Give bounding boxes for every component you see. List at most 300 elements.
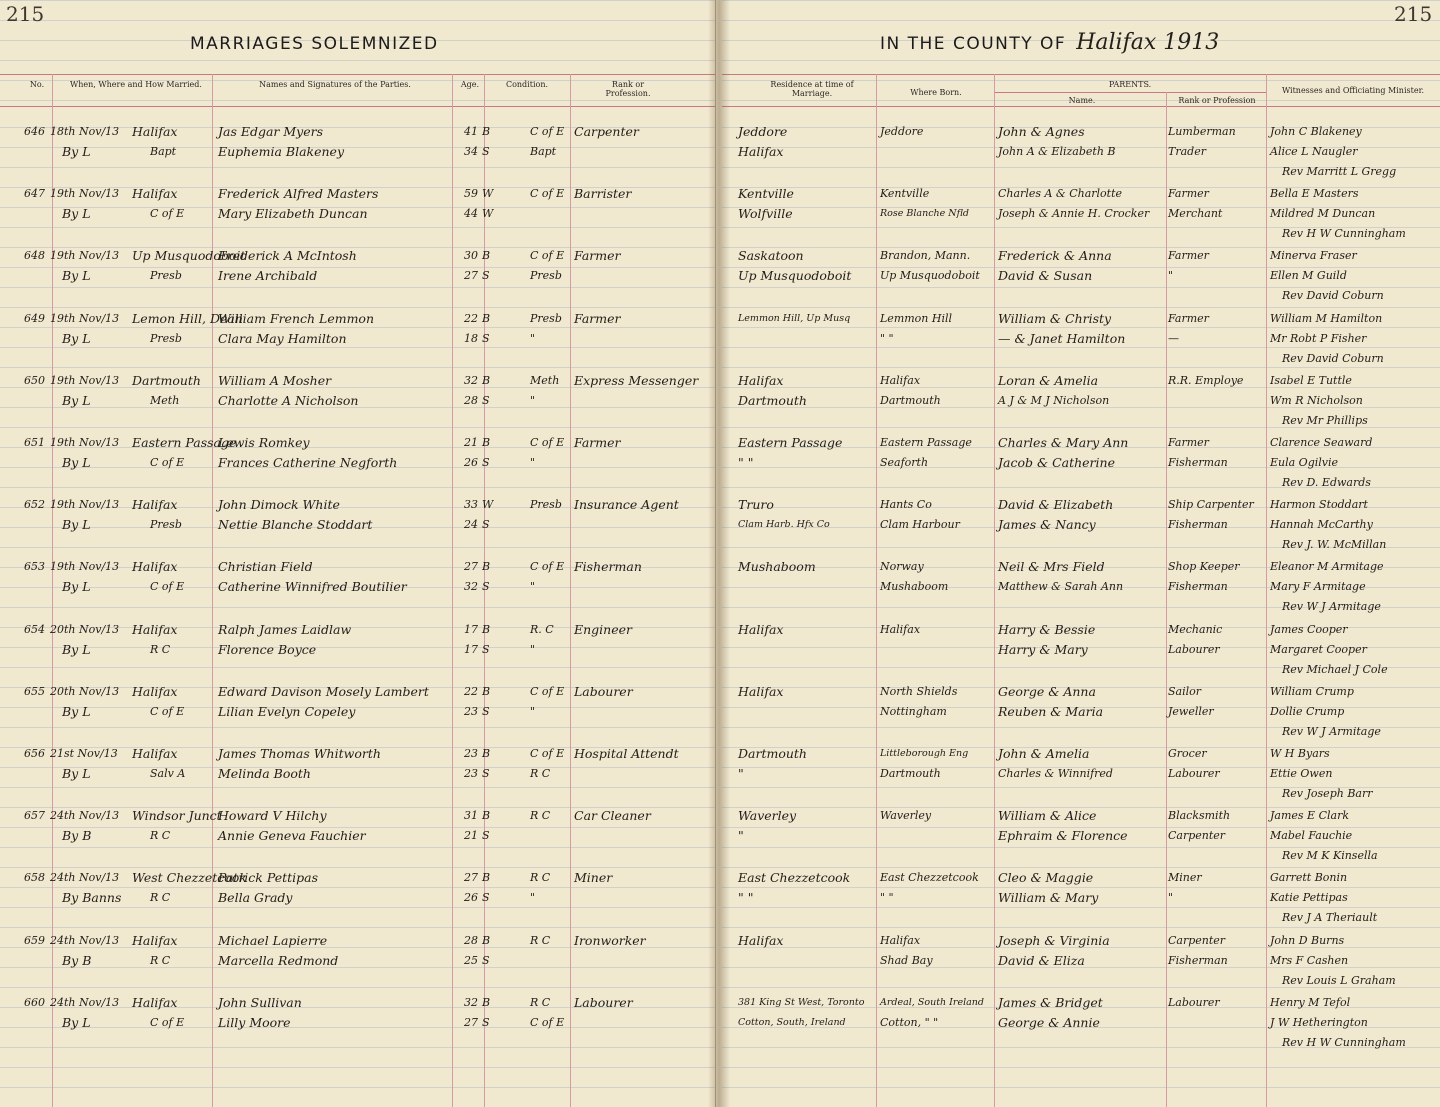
bride-parents: Charles & Winnifred (998, 767, 1113, 780)
entry-place: Lemon Hill, Dean (132, 311, 243, 326)
groom-birthplace: East Chezzetcook (880, 871, 979, 884)
groom-birthplace: Jeddore (880, 125, 924, 138)
bride-parents-rank: Fisherman (1168, 580, 1228, 593)
groom-parents: William & Christy (998, 311, 1112, 326)
col-divider (570, 74, 571, 1107)
groom-parents-rank: Sailor (1168, 685, 1202, 698)
bride-birthplace: Dartmouth (880, 394, 941, 407)
groom-parents: Cleo & Maggie (998, 870, 1094, 885)
witness-1: Clarence Seaward (1270, 436, 1373, 449)
entry-religion: Presb (150, 518, 182, 531)
groom-parents: David & Elizabeth (998, 497, 1114, 512)
groom-parents: John & Agnes (998, 124, 1085, 139)
groom-parents: Frederick & Anna (998, 248, 1112, 263)
groom-name: John Sullivan (218, 995, 302, 1010)
entry-how: By B (62, 828, 92, 843)
left-page (0, 0, 716, 1107)
header-residence: Residence at time of Marriage. (770, 80, 854, 98)
groom-parents-rank: Miner (1168, 871, 1202, 884)
bride-age: 26 (464, 456, 478, 469)
groom-denomination: R C (530, 871, 551, 884)
bride-name: Frances Catherine Negforth (218, 455, 398, 470)
groom-parents: Loran & Amelia (998, 373, 1099, 388)
entry-how: By L (62, 704, 91, 719)
bride-name: Bella Grady (218, 890, 293, 905)
witness-2: Alice L Naugler (1270, 145, 1358, 158)
groom-residence: Saskatoon (738, 248, 804, 263)
groom-age: 22 (464, 685, 478, 698)
witness-2: Mary F Armitage (1270, 580, 1366, 593)
groom-parents: Charles A & Charlotte (998, 187, 1123, 200)
groom-age: 33 (464, 498, 478, 511)
groom-residence: Lemmon Hill, Up Musq (738, 313, 851, 324)
bride-parents-rank: Merchant (1168, 207, 1223, 220)
groom-name: Ralph James Laidlaw (218, 622, 352, 637)
bride-parents: Ephraim & Florence (998, 828, 1128, 843)
groom-birthplace: Brandon, Mann. (880, 249, 971, 262)
entry-religion: Presb (150, 269, 182, 282)
officiating-minister: Rev Louis L Graham (1282, 974, 1396, 987)
bride-residence: " " (738, 890, 754, 905)
entry-number: 649 (24, 312, 45, 325)
officiating-minister: Rev W J Armitage (1282, 600, 1381, 613)
groom-parents: Neil & Mrs Field (998, 559, 1105, 574)
entry-religion: R C (150, 891, 171, 904)
groom-age: 32 (464, 996, 478, 1009)
witness-2: Wm R Nicholson (1270, 394, 1363, 407)
bride-condition: S (482, 580, 490, 593)
groom-name: Howard V Hilchy (218, 808, 327, 823)
col-divider (212, 74, 213, 1107)
header-born: Where Born. (910, 88, 962, 97)
groom-birthplace: Halifax (880, 374, 921, 387)
entry-place: Halifax (132, 995, 178, 1010)
bride-name: Annie Geneva Fauchier (218, 828, 366, 843)
groom-age: 27 (464, 871, 478, 884)
bride-name: Florence Boyce (218, 642, 317, 657)
bride-parents-rank: Fisherman (1168, 518, 1228, 531)
witness-1: W H Byars (1270, 747, 1330, 760)
entry-how: By L (62, 642, 91, 657)
bride-name: Charlotte A Nicholson (218, 393, 359, 408)
witness-1: Isabel E Tuttle (1270, 374, 1352, 387)
bride-age: 23 (464, 767, 478, 780)
groom-age: 28 (464, 934, 478, 947)
bride-condition: S (482, 1016, 490, 1029)
bride-parents: John A & Elizabeth B (998, 145, 1116, 158)
bride-age: 28 (464, 394, 478, 407)
witness-1: James E Clark (1270, 809, 1349, 822)
officiating-minister: Rev J A Theriault (1282, 911, 1378, 924)
bride-condition: S (482, 456, 490, 469)
entry-number: 653 (24, 560, 45, 573)
witness-2: Eula Ogilvie (1270, 456, 1339, 469)
witness-1: Henry M Tefol (1270, 996, 1351, 1009)
header-rule-top (722, 74, 1440, 75)
groom-condition: B (482, 809, 491, 822)
groom-parents-rank: Carpenter (1168, 934, 1226, 947)
bride-birthplace: Clam Harbour (880, 518, 960, 531)
col-divider (876, 74, 877, 1107)
bride-parents-rank: Fisherman (1168, 954, 1228, 967)
groom-parents-rank: Lumberman (1168, 125, 1236, 138)
groom-denomination: C of E (530, 125, 565, 138)
groom-birthplace: Hants Co (880, 498, 932, 511)
groom-parents-rank: Farmer (1168, 436, 1209, 449)
entry-place: Windsor Junct (132, 808, 222, 823)
officiating-minister: Rev David Coburn (1282, 352, 1384, 365)
bride-parents-rank: Trader (1168, 145, 1206, 158)
entry-number: 657 (24, 809, 45, 822)
bride-name: Melinda Booth (218, 766, 311, 781)
bride-parents: George & Annie (998, 1015, 1100, 1030)
witness-2: Mildred M Duncan (1270, 207, 1376, 220)
bride-condition: S (482, 891, 490, 904)
entry-number: 652 (24, 498, 45, 511)
entry-religion: C of E (150, 580, 185, 593)
entry-religion: C of E (150, 207, 185, 220)
groom-profession: Car Cleaner (574, 808, 651, 823)
page-number-right: 215 (1394, 2, 1433, 26)
groom-residence: Halifax (738, 373, 784, 388)
groom-profession: Farmer (574, 435, 621, 450)
bride-birthplace: Mushaboom (880, 580, 949, 593)
groom-parents-rank: Shop Keeper (1168, 560, 1240, 573)
groom-profession: Carpenter (574, 124, 639, 139)
groom-condition: B (482, 623, 491, 636)
groom-condition: B (482, 871, 491, 884)
entry-how: By L (62, 393, 91, 408)
groom-parents-rank: Farmer (1168, 187, 1209, 200)
bride-name: Catherine Winnifred Boutilier (218, 579, 407, 594)
entry-number: 650 (24, 374, 45, 387)
groom-parents-rank: Farmer (1168, 249, 1209, 262)
groom-residence: Kentville (738, 186, 794, 201)
groom-parents-rank: Mechanic (1168, 623, 1223, 636)
entry-place: Eastern Passage (132, 435, 237, 450)
bride-condition: S (482, 954, 490, 967)
witness-1: Eleanor M Armitage (1270, 560, 1384, 573)
bride-age: 24 (464, 518, 478, 531)
bride-residence: Clam Harb. Hfx Co (738, 519, 830, 530)
groom-name: Lewis Romkey (218, 435, 310, 450)
col-divider (52, 74, 53, 1107)
groom-parents: Joseph & Virginia (998, 933, 1110, 948)
bride-denomination: " (530, 332, 536, 345)
bride-denomination: Bapt (530, 145, 557, 158)
bride-parents-rank: " (1168, 891, 1174, 904)
bride-residence: " (738, 828, 744, 843)
page-title-left: MARRIAGES SOLEMNIZED (190, 34, 439, 54)
entry-place: Halifax (132, 933, 178, 948)
bride-name: Lilly Moore (218, 1015, 291, 1030)
groom-denomination: R C (530, 934, 551, 947)
bride-condition: W (482, 207, 494, 220)
groom-parents-rank: Ship Carpenter (1168, 498, 1254, 511)
entry-how: By L (62, 517, 91, 532)
entry-date: 19th Nov/13 (50, 560, 120, 573)
page-number-left: 215 (6, 2, 45, 26)
groom-condition: W (482, 498, 494, 511)
entry-date: 24th Nov/13 (50, 871, 120, 884)
bride-parents: Jacob & Catherine (998, 455, 1115, 470)
officiating-minister: Rev Joseph Barr (1282, 787, 1373, 800)
officiating-minister: Rev J. W. McMillan (1282, 538, 1387, 551)
groom-birthplace: Kentville (880, 187, 930, 200)
groom-name: James Thomas Whitworth (218, 746, 381, 761)
groom-parents-rank: Labourer (1168, 996, 1220, 1009)
groom-birthplace: Lemmon Hill (880, 312, 953, 325)
bride-age: 27 (464, 269, 478, 282)
groom-denomination: C of E (530, 560, 565, 573)
bride-parents: James & Nancy (998, 517, 1096, 532)
groom-profession: Barrister (574, 186, 632, 201)
header-witnesses: Witnesses and Officiating Minister. (1281, 86, 1425, 95)
groom-residence: Waverley (738, 808, 797, 823)
witness-2: J W Hetherington (1270, 1016, 1368, 1029)
officiating-minister: Rev H W Cunningham (1282, 1036, 1406, 1049)
bride-denomination: " (530, 643, 536, 656)
header-parents: PARENTS. (1108, 80, 1152, 89)
groom-denomination: C of E (530, 436, 565, 449)
entry-how: By L (62, 766, 91, 781)
bride-parents-rank: Carpenter (1168, 829, 1226, 842)
groom-denomination: C of E (530, 249, 565, 262)
header-rule-bottom (0, 106, 716, 107)
groom-residence: 381 King St West, Toronto (738, 997, 865, 1008)
groom-name: William A Mosher (218, 373, 332, 388)
officiating-minister: Rev D. Edwards (1282, 476, 1371, 489)
entry-number: 651 (24, 436, 45, 449)
groom-birthplace: Waverley (880, 809, 932, 822)
bride-birthplace: Nottingham (880, 705, 947, 718)
header-when: When, Where and How Married. (70, 80, 202, 89)
header-rule-top (0, 74, 716, 75)
groom-profession: Hospital Attendt (574, 746, 679, 761)
bride-residence: " " (738, 455, 754, 470)
groom-profession: Farmer (574, 311, 621, 326)
groom-residence: Mushaboom (738, 559, 816, 574)
groom-age: 31 (464, 809, 478, 822)
entry-date: 19th Nov/13 (50, 187, 120, 200)
witness-1: Minerva Fraser (1270, 249, 1357, 262)
bride-condition: S (482, 269, 490, 282)
entry-number: 660 (24, 996, 45, 1009)
bride-denomination: " (530, 394, 536, 407)
witness-1: William Crump (1270, 685, 1354, 698)
witness-1: Harmon Stoddart (1270, 498, 1368, 511)
entry-religion: Presb (150, 332, 182, 345)
groom-name: Patrick Pettipas (218, 870, 319, 885)
entry-number: 648 (24, 249, 45, 262)
entry-religion: C of E (150, 1016, 185, 1029)
header-age: Age. (460, 80, 480, 89)
groom-parents-rank: Blacksmith (1168, 809, 1231, 822)
groom-condition: B (482, 374, 491, 387)
groom-profession: Labourer (574, 684, 633, 699)
bride-condition: S (482, 829, 490, 842)
bride-age: 27 (464, 1016, 478, 1029)
bride-birthplace: Cotton, " " (880, 1016, 939, 1029)
groom-residence: Halifax (738, 933, 784, 948)
bride-residence: Dartmouth (738, 393, 807, 408)
bride-parents-rank: Labourer (1168, 643, 1220, 656)
groom-condition: B (482, 934, 491, 947)
bride-residence: Halifax (738, 144, 784, 159)
groom-birthplace: North Shields (880, 685, 958, 698)
col-divider (452, 74, 453, 1107)
bride-age: 21 (464, 829, 478, 842)
bride-birthplace: " " (880, 332, 894, 345)
bride-parents: A J & M J Nicholson (998, 394, 1110, 407)
witness-1: James Cooper (1270, 623, 1348, 636)
groom-age: 32 (464, 374, 478, 387)
bride-denomination: R C (530, 767, 551, 780)
entry-date: 19th Nov/13 (50, 249, 120, 262)
entry-religion: R C (150, 954, 171, 967)
groom-parents-rank: Grocer (1168, 747, 1207, 760)
bride-denomination: " (530, 891, 536, 904)
groom-profession: Miner (574, 870, 613, 885)
officiating-minister: Rev H W Cunningham (1282, 227, 1406, 240)
witness-2: Ettie Owen (1270, 767, 1333, 780)
header-no: No. (29, 80, 45, 89)
bride-name: Irene Archibald (218, 268, 318, 283)
bride-parents: William & Mary (998, 890, 1099, 905)
groom-condition: B (482, 312, 491, 325)
officiating-minister: Rev Marritt L Gregg (1282, 165, 1397, 178)
officiating-minister: Rev Michael J Cole (1282, 663, 1388, 676)
bride-name: Lilian Evelyn Copeley (218, 704, 356, 719)
entry-place: Halifax (132, 746, 178, 761)
groom-residence: Jeddore (738, 124, 788, 139)
groom-parents: James & Bridget (998, 995, 1103, 1010)
bride-birthplace: Shad Bay (880, 954, 933, 967)
entry-number: 659 (24, 934, 45, 947)
witness-2: Katie Pettipas (1270, 891, 1348, 904)
groom-name: Jas Edgar Myers (218, 124, 324, 139)
groom-condition: W (482, 187, 494, 200)
groom-parents: William & Alice (998, 808, 1097, 823)
entry-place: Halifax (132, 622, 178, 637)
bride-condition: S (482, 394, 490, 407)
bride-age: 32 (464, 580, 478, 593)
witness-1: John C Blakeney (1270, 125, 1362, 138)
entry-date: 24th Nov/13 (50, 996, 120, 1009)
entry-how: By L (62, 1015, 91, 1030)
groom-parents-rank: Farmer (1168, 312, 1209, 325)
entry-date: 24th Nov/13 (50, 809, 120, 822)
entry-number: 655 (24, 685, 45, 698)
parents-rule (994, 92, 1266, 93)
officiating-minister: Rev Mr Phillips (1282, 414, 1368, 427)
groom-condition: B (482, 747, 491, 760)
bride-age: 26 (464, 891, 478, 904)
bride-age: 17 (464, 643, 478, 656)
header-parents-rank: Rank or Profession (1178, 96, 1256, 105)
bride-condition: S (482, 705, 490, 718)
bride-parents-rank: Fisherman (1168, 456, 1228, 469)
entry-religion: C of E (150, 705, 185, 718)
bride-parents: David & Eliza (998, 953, 1085, 968)
groom-residence: Eastern Passage (738, 435, 843, 450)
bride-name: Nettie Blanche Stoddart (218, 517, 373, 532)
entry-number: 656 (24, 747, 45, 760)
groom-denomination: R. C (530, 623, 554, 636)
groom-birthplace: Norway (880, 560, 924, 573)
entry-number: 658 (24, 871, 45, 884)
bride-parents-rank: — (1168, 332, 1179, 345)
groom-profession: Insurance Agent (574, 497, 679, 512)
groom-name: William French Lemmon (218, 311, 374, 326)
groom-age: 17 (464, 623, 478, 636)
groom-parents: John & Amelia (998, 746, 1090, 761)
bride-birthplace: " " (880, 891, 894, 904)
bride-birthplace: Up Musquodoboit (880, 269, 980, 282)
bride-birthplace: Seaforth (880, 456, 929, 469)
entry-place: Dartmouth (132, 373, 201, 388)
entry-how: By L (62, 206, 91, 221)
bride-name: Mary Elizabeth Duncan (218, 206, 368, 221)
bride-parents: Joseph & Annie H. Crocker (998, 207, 1150, 220)
bride-parents: Reuben & Maria (998, 704, 1104, 719)
bride-residence: Wolfville (738, 206, 793, 221)
groom-name: Michael Lapierre (218, 933, 328, 948)
groom-name: Frederick A McIntosh (218, 248, 357, 263)
bride-parents-rank: Jeweller (1168, 705, 1214, 718)
header-condition: Condition. (505, 80, 549, 89)
groom-condition: B (482, 125, 491, 138)
groom-condition: B (482, 996, 491, 1009)
entry-date: 20th Nov/13 (50, 623, 120, 636)
entry-place: Halifax (132, 559, 178, 574)
bride-name: Euphemia Blakeney (218, 144, 345, 159)
entry-religion: Salv A (150, 767, 186, 780)
bride-condition: S (482, 643, 490, 656)
entry-date: 18th Nov/13 (50, 125, 120, 138)
bride-parents: Harry & Mary (998, 642, 1088, 657)
bride-parents: — & Janet Hamilton (998, 331, 1126, 346)
groom-profession: Ironworker (574, 933, 646, 948)
groom-profession: Labourer (574, 995, 633, 1010)
groom-parents-rank: R.R. Employe (1168, 374, 1244, 387)
entry-date: 19th Nov/13 (50, 436, 120, 449)
entry-how: By L (62, 268, 91, 283)
entry-date: 20th Nov/13 (50, 685, 120, 698)
page-title-right (880, 30, 1219, 55)
groom-age: 22 (464, 312, 478, 325)
entry-date: 19th Nov/13 (50, 312, 120, 325)
entry-how: By L (62, 579, 91, 594)
groom-age: 59 (464, 187, 478, 200)
bride-condition: S (482, 767, 490, 780)
witness-2: Mr Robt P Fisher (1270, 332, 1367, 345)
groom-condition: B (482, 436, 491, 449)
bride-age: 44 (464, 207, 478, 220)
groom-residence: Halifax (738, 684, 784, 699)
bride-residence: " (738, 766, 744, 781)
groom-residence: East Chezzetcook (738, 870, 851, 885)
right-page (722, 0, 1440, 1107)
witness-1: Bella E Masters (1270, 187, 1359, 200)
groom-age: 30 (464, 249, 478, 262)
entry-religion: Meth (150, 394, 180, 407)
witness-2: Mrs F Cashen (1270, 954, 1349, 967)
groom-parents: Harry & Bessie (998, 622, 1096, 637)
groom-parents: George & Anna (998, 684, 1096, 699)
bride-age: 25 (464, 954, 478, 967)
header-rank: Rank or Profession. (605, 80, 651, 98)
